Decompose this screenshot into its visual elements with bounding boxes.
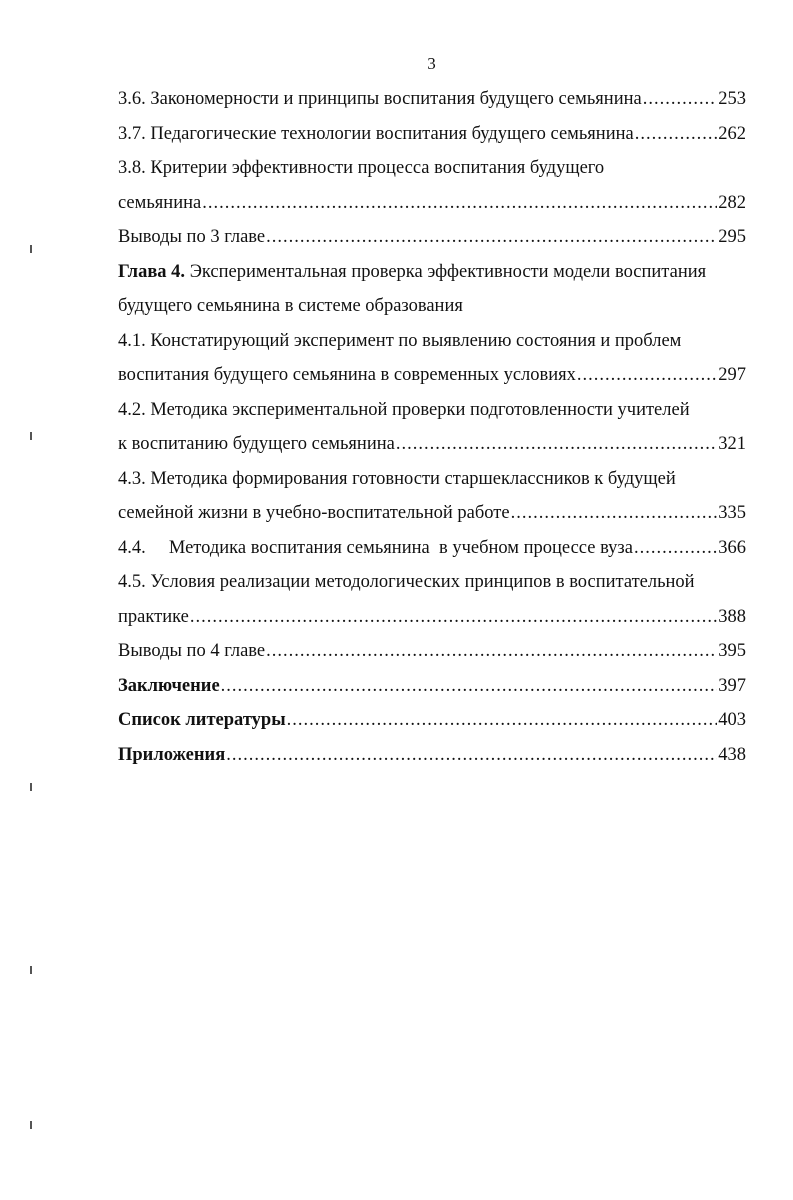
toc-entry-4-1-line2[interactable] [118,358,746,393]
toc-entry-4-2-line1[interactable] [118,393,746,428]
toc-entry-page: 335 [718,503,746,523]
toc-entry-title [118,255,706,290]
toc-entry-3-8-line1[interactable] [118,151,746,186]
toc-leader-dots [634,531,717,566]
toc-entry-page: 321 [718,434,746,454]
toc-entry-page: 397 [718,675,746,696]
toc-entry-title: 4.3. Методика формирования готовности старшеклассников к будущей [118,468,676,489]
toc-entry-4-3-line1[interactable] [118,462,746,497]
toc-entry-page: 366 [718,537,746,558]
toc-entry-page: 438 [718,744,746,765]
toc-entry-title: Список литературы [118,710,286,730]
toc-entry-page: 395 [718,641,746,661]
toc-leader-dots [511,496,718,531]
toc-entry-title: практике [118,606,189,627]
toc-entry-conclusion[interactable] [118,669,746,704]
toc-entry-title: воспитания будущего семьянина в современных условиях [118,365,576,385]
page-number: 3 [427,54,436,73]
toc-entry-title: 4.5. Условия реализации методологических принципов в воспитательной [118,572,695,592]
toc-leader-dots [226,738,717,773]
toc-entry-page: 403 [718,710,746,730]
chapter-title: Экспериментальная проверка эффективности модели воспитания [185,261,707,282]
toc-entry-title: 3.8. Критерии эффективности процесса воспитания будущего [118,158,605,178]
toc-entry-4-4[interactable] [118,531,746,566]
toc-entry-4-5-line2[interactable] [118,600,746,635]
toc-leader-dots [202,186,717,221]
scan-margin-mark [30,432,32,440]
toc-leader-dots [635,117,718,152]
scan-margin-mark [30,245,32,253]
toc-entry-title: Заключение [118,675,220,696]
table-of-contents [118,82,746,772]
toc-leader-dots [266,220,717,255]
toc-leader-dots [221,669,718,704]
toc-entry-4-2-line2[interactable] [118,427,746,462]
toc-leader-dots [643,82,718,117]
toc-entry-title: будущего семьянина в системе образования [118,296,463,316]
chapter-label: Глава 4. [118,261,186,282]
toc-entry-title: 4.4. Методика воспитания семьянина в учебном процессе вуза [118,537,633,558]
toc-entry-bibliography[interactable] [118,703,746,738]
toc-leader-dots [577,358,717,393]
toc-leader-dots [190,600,717,635]
toc-entry-conclusions-4[interactable] [118,634,746,669]
toc-entry-3-6[interactable] [118,82,746,117]
toc-entry-title: Выводы по 3 главе [118,227,266,247]
toc-entry-4-1-line1[interactable] [118,324,746,359]
toc-entry-title: Приложения [118,744,226,765]
toc-chapter-4-line2[interactable] [118,289,746,324]
toc-entry-title: семьянина [118,192,202,213]
toc-entry-page: 297 [718,365,746,385]
scan-margin-mark [30,1121,32,1129]
toc-entry-page: 253 [718,89,746,109]
toc-entry-appendices[interactable] [118,738,746,773]
toc-entry-title: семейной жизни в учебно-воспитательной работе [118,503,510,523]
scan-margin-mark [30,783,32,791]
toc-leader-dots [396,427,717,462]
toc-entry-page: 282 [718,192,746,213]
toc-entry-conclusions-3[interactable] [118,220,746,255]
toc-entry-title: Выводы по 4 главе [118,641,266,661]
toc-entry-3-7[interactable] [118,117,746,152]
toc-entry-3-8-line2[interactable] [118,186,746,221]
toc-entry-page: 295 [718,227,746,247]
toc-entry-title: к воспитанию будущего семьянина [118,434,395,454]
toc-entry-title: 3.6. Закономерности и принципы воспитания будущего семьянина [118,89,642,109]
toc-entry-page: 388 [718,606,746,627]
toc-entry-4-3-line2[interactable] [118,496,746,531]
scan-margin-mark [30,966,32,974]
toc-leader-dots [266,634,717,669]
toc-entry-title: 4.2. Методика экспериментальной проверки подготовленности учителей [118,399,690,420]
toc-entry-title: 4.1. Констатирующий эксперимент по выявлению состояния и проблем [118,330,682,351]
toc-entry-4-5-line1[interactable] [118,565,746,600]
toc-leader-dots [287,703,718,738]
toc-entry-page: 262 [718,123,746,144]
toc-entry-title: 3.7. Педагогические технологии воспитания будущего семьянина [118,123,634,144]
toc-chapter-4-line1[interactable] [118,255,746,290]
